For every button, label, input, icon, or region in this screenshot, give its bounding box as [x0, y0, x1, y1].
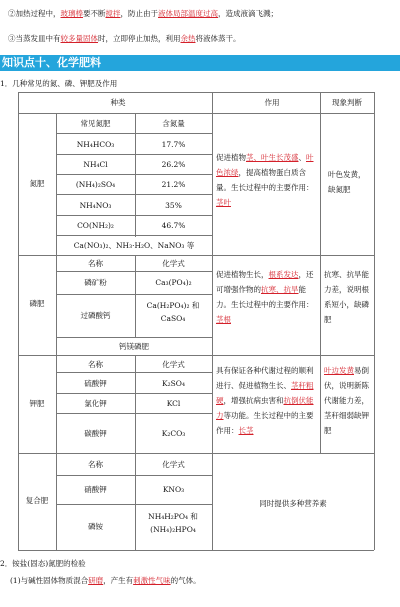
header-effect: 作用 [264, 98, 280, 107]
compound-formula: KNO₃ [162, 485, 185, 494]
phosphorus-judge: 抗寒、抗旱能力差，说明根系短小，缺磷肥 [324, 270, 369, 324]
potassium-name: 硫酸钾 [84, 379, 107, 388]
compound-col2: 化学式 [162, 460, 185, 469]
potassium-name: 氯化钾 [84, 399, 107, 408]
keyword: 茎秆粗硬 [216, 381, 314, 405]
phosphorus-other: 钙镁磷肥 [119, 342, 149, 351]
nitrogen-name: NH₄HCO₃ [76, 140, 115, 149]
nitrogen-name: NH₄Cl [83, 160, 108, 169]
keyword: 根系发达 [268, 270, 299, 279]
nitrogen-pct: 21.2% [161, 180, 186, 189]
keyword: 茎根 [216, 315, 231, 324]
potassium-judge: 叶边发黄易倒伏，说明新陈代谢能力差，茎秆细弱缺钾肥 [324, 366, 369, 435]
keyword: 液体局部温度过高 [158, 9, 218, 18]
evaporation-note-line: ③当蒸发皿中有较多量固体时，立即停止加热，利用余热将液体蒸干。 [8, 34, 241, 43]
nitrogen-effect: 促进植物茎、叶生长茂盛、叶色浓绿，提高植物蛋白质含量。生长过程中的主要作用：茎叶 [216, 153, 314, 207]
compound-name: 磷铵 [88, 522, 103, 531]
heating-note-line: ②加热过程中，玻璃棒要不断搅拌，防止由于液体局部温度过高，造成液滴飞溅； [8, 9, 278, 18]
keyword: 抗倒伏能力 [216, 396, 314, 420]
phosphorus-formula: Ca₃(PO₄)₂ [155, 278, 192, 287]
test-item-1: (1)与碱性固体物质混合研磨，产生有刺激性气味的气体。 [10, 576, 201, 585]
phosphorus-col1: 名称 [88, 259, 103, 268]
phosphorus-name: 过磷酸钙 [80, 311, 111, 320]
nitrogen-name: NH₄NO₃ [79, 201, 112, 210]
keyword: 长茎 [238, 426, 254, 435]
nitrogen-other: Ca(NO₃)₂、NH₃·H₂O、NaNO₃ 等 [73, 241, 195, 250]
nitrogen-col2: 含氮量 [162, 119, 185, 128]
section-heading-2: 2．铵盐(固态)氮肥的检验 [0, 559, 86, 568]
nitrogen-pct: 17.7% [161, 140, 186, 149]
phosphorus-label: 磷肥 [29, 299, 45, 308]
nitrogen-col1: 常见氮肥 [80, 119, 111, 128]
potassium-formula: K₂CO₃ [161, 429, 186, 438]
keyword: 搅拌 [105, 9, 121, 18]
keyword: 研磨 [88, 576, 104, 585]
potassium-col2: 化学式 [162, 360, 185, 369]
keyword: 玻璃棒 [60, 9, 83, 18]
section-banner: 知识点十、化学肥料 [0, 55, 400, 71]
compound-formula: NH₄H₂PO₄ 和 (NH₄)₂HPO₄ [148, 512, 198, 534]
nitrogen-name: (NH₄)₂SO₄ [75, 180, 116, 189]
keyword: 茎、叶生长茂盛 [246, 153, 299, 162]
compound-col1: 名称 [88, 460, 103, 469]
phosphorus-name: 磷矿粉 [84, 278, 107, 287]
keyword: 较多量固体 [60, 34, 98, 43]
potassium-formula: K₂SO₄ [162, 379, 185, 388]
nitrogen-judge: 叶色发黄，缺氮肥 [328, 170, 366, 194]
potassium-label: 钾肥 [29, 399, 45, 408]
nitrogen-name: CO(NH₂)₂ [77, 221, 114, 230]
compound-name: 硝酸钾 [84, 485, 107, 494]
compound-effect: 同时提供多种营养素 [259, 499, 327, 508]
phosphorus-formula: Ca(H₂PO₄)₂ 和 CaSO₄ [146, 301, 200, 323]
keyword: 刺激性气味 [133, 576, 171, 585]
keyword: 抗寒、抗旱 [261, 285, 299, 294]
phosphorus-effect: 促进植物生长，根系发达，还可增强作物的抗寒、抗旱能力。生长过程中的主要作用：茎根 [216, 270, 314, 324]
nitrogen-pct: 26.2% [161, 160, 186, 169]
keyword: 叶边发黄 [324, 366, 354, 375]
potassium-formula: KCl [166, 399, 181, 408]
potassium-effect: 具有保证各种代谢过程的顺利进行、促进植物生长、茎秆粗硬，增强抗病虫害和抗倒伏能力等功能。生长过程中的主要作用：长茎 [216, 366, 314, 435]
header-judge: 现象判断 [332, 98, 362, 107]
phosphorus-col2: 化学式 [162, 259, 185, 268]
section-heading-1: 1．几种常见的氮、磷、钾肥及作用 [0, 79, 118, 88]
nitrogen-pct: 46.7% [161, 221, 186, 230]
header-kind: 种类 [110, 98, 126, 107]
potassium-col1: 名称 [88, 360, 103, 369]
nitrogen-pct: 35% [165, 201, 182, 210]
nitrogen-label: 氮肥 [29, 179, 45, 188]
keyword: 茎叶 [216, 198, 231, 207]
compound-label: 复合肥 [25, 496, 49, 505]
keyword: 叶色浓绿 [216, 153, 314, 177]
fertilizer-table [18, 92, 374, 550]
keyword: 余热 [180, 34, 196, 43]
potassium-name: 碳酸钾 [84, 429, 107, 438]
